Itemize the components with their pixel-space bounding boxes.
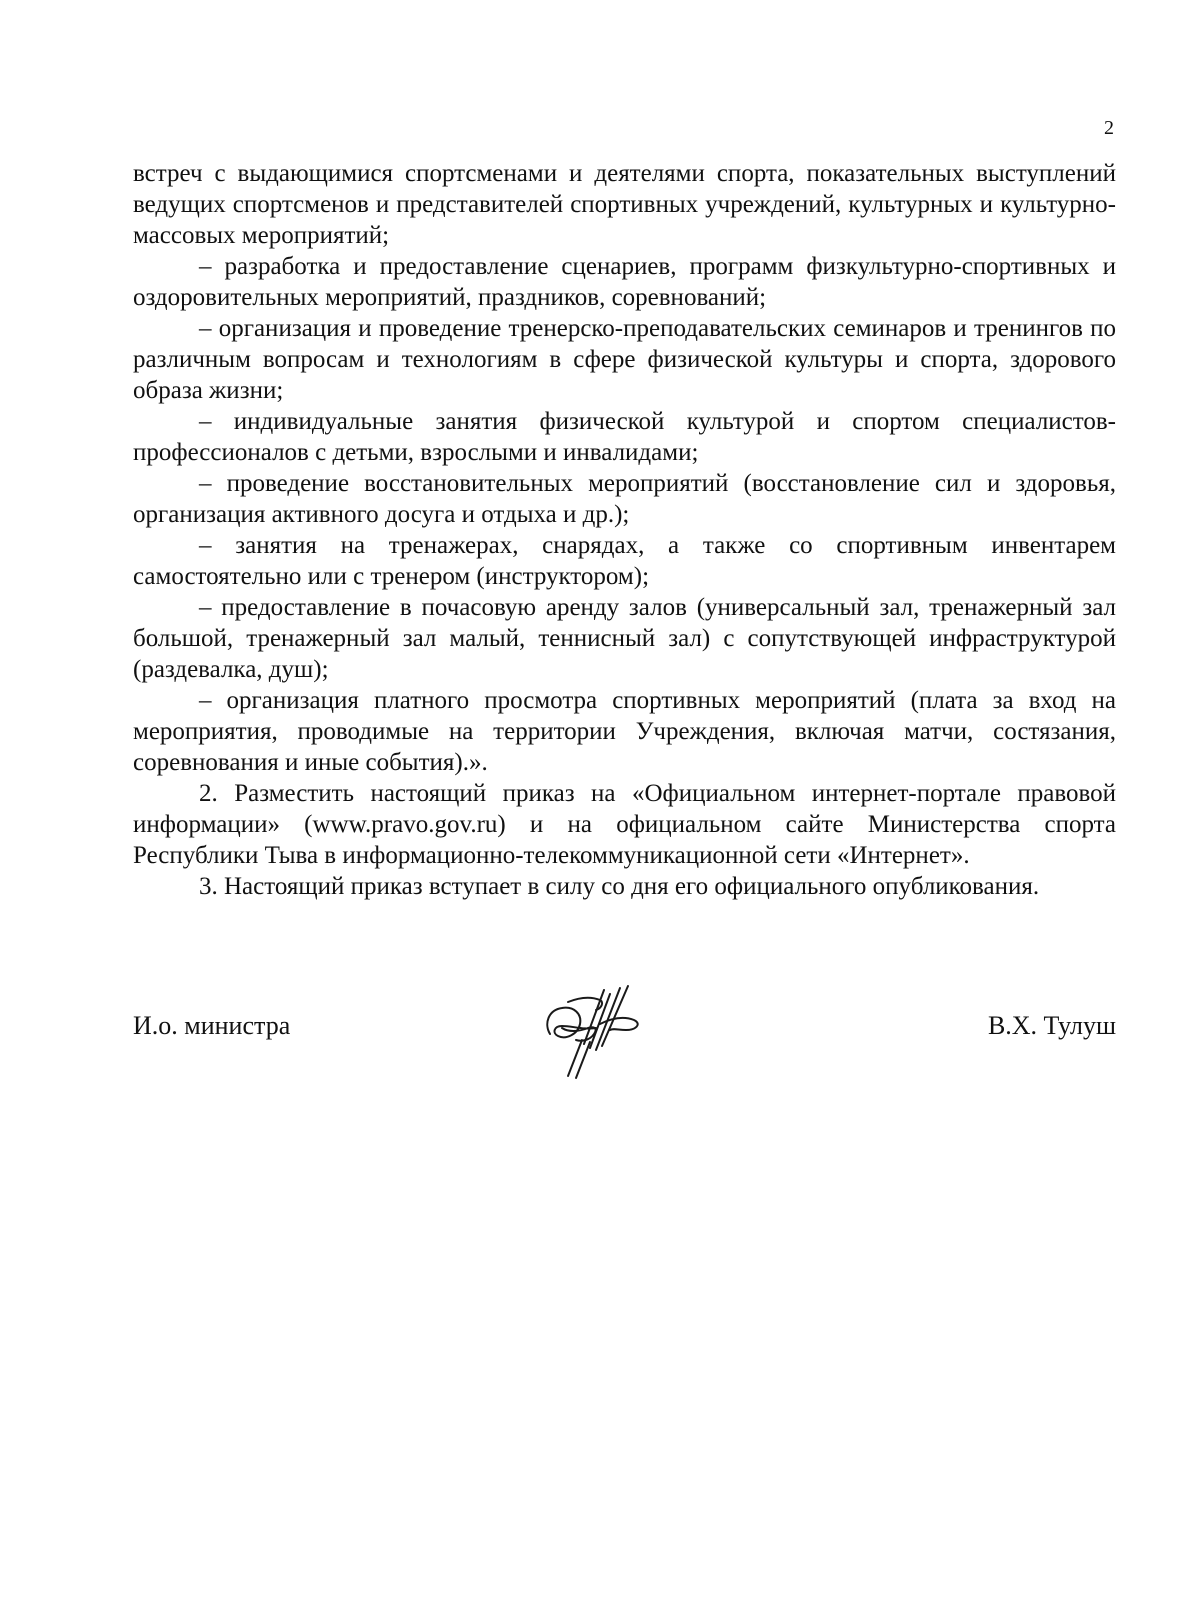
handwritten-signature [538,984,648,1080]
list-item: – индивидуальные занятия физической культурой и спортом специалистов-профессионалов с детьми, взрослыми и инвалидами; [133,408,1116,466]
paragraph: встреч с выдающимися спортсменами и деятелями спорта, показательных выступлений ведущих спортсменов и представителей спортивных учреждений, культурных и культурно-массовых мероприятий; [133,160,1116,249]
numbered-clause: 2. Разместить настоящий приказ на «Официальном интернет-портале правовой информации» (www.pravo.gov.ru) и на официальном сайте Министерства спорта Республики Тыва в информационно-телекоммуникационной сети «Интернет». [133,780,1116,869]
document-body [133,158,1116,902]
signatory-name: В.Х. Тулуш [987,1011,1116,1040]
list-item: – занятия на тренажерах, снарядах, а также со спортивным инвентарем самостоятельно или с тренером (инструктором); [133,532,1116,590]
list-item: – предоставление в почасовую аренду залов (универсальный зал, тренажерный зал большой, тренажерный зал малый, теннисный зал) с сопутствующей инфраструктурой (раздевалка, душ); [133,594,1116,683]
page-number: 2 [1104,117,1114,139]
list-item: – организация платного просмотра спортивных мероприятий (плата за вход на мероприятия, проводимые на территории Учреждения, включая матчи, состязания, соревнования и иные события).». [133,687,1116,776]
numbered-clause: 3. Настоящий приказ вступает в силу со дня его официального опубликования. [199,873,1040,900]
list-item: – проведение восстановительных мероприятий (восстановление сил и здоровья, организация активного досуга и отдыха и др.); [133,470,1116,528]
list-item: – разработка и предоставление сценариев, программ физкультурно-спортивных и оздоровительных мероприятий, праздников, соревнований; [133,253,1116,311]
signatory-title: И.о. министра [133,1011,291,1040]
list-item: – организация и проведение тренерско-преподавательских семинаров и тренингов по различным вопросам и технологиям в сфере физической культуры и спорта, здорового образа жизни; [133,315,1116,404]
signature-block [133,998,1116,1088]
